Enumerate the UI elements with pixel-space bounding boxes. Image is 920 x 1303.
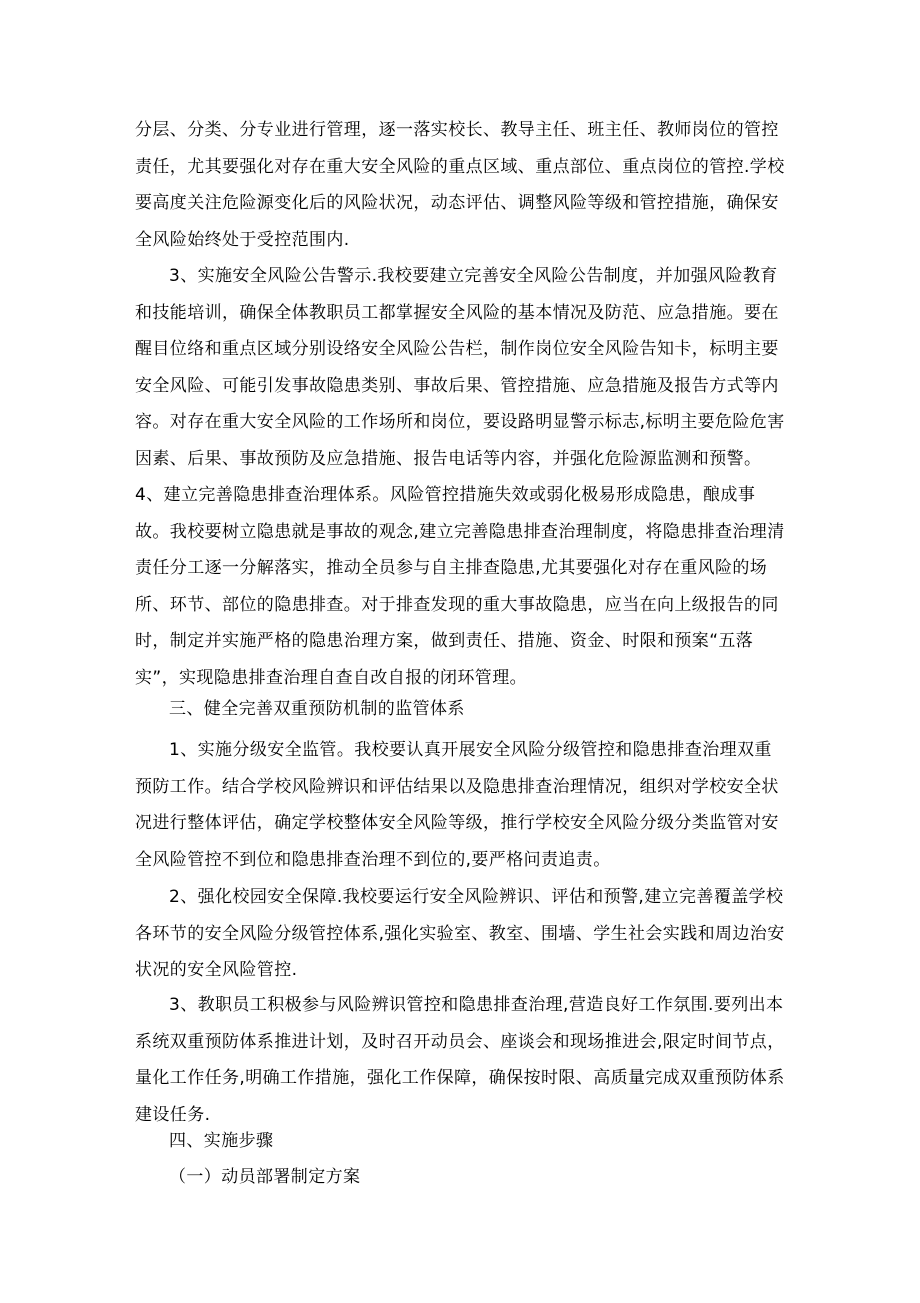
paragraph-risk-announcement: 3、实施安全风险公告警示.我校要建立完善安全风险公告制度，并加强风险教育和技能培训，确保全体教职员工都掌握安全风险的基本情况及防范、应急措施。要在醒目位络和重点区域分别设络安全风险公告栏，制作岗位安全风险告知卡，标明主要安全风险、可能引发事故隐患类别、事故后果、管控措施、应急措施及报告方式等内容。对存在重大安全风险的工作场所和岗位，要设路明显警示标志,标明主要危险危害因素、后果、事故预防及应急措施、报告电话等内容，并强化危险源监测和预警。 — [135, 266, 785, 469]
section-heading-3: 三、健全完善双重预防机制的监管体系 — [169, 699, 465, 719]
paragraph-hazard-system: 4、建立完善隐患排查治理体系。风险管控措施失效或弱化极易形成隐患，酿成事故。我校要树立隐患就是事故的观念,建立完善隐患排查治理制度，将隐患排查治理清责任分工逐一分解落实，推动全员参与自主排查隐患,尤其要强化对存在重风险的场所、环节、部位的隐患排查。对于排查发现的重大事故隐患，应当在向上级报告的同时，制定并实施严格的隐患治理方案，做到责任、措施、资金、时限和预案“五落实”，实现隐患排查治理自查自改自报的闭环管理。 — [135, 485, 785, 688]
subsection-heading-4-1: （一）动员部署制定方案 — [169, 1167, 361, 1187]
paragraph-campus-safety: 2、强化校园安全保障.我校要运行安全风险辨识、评估和预警,建立完善覆盖学校各环节的安全风险分级管控体系,强化实验室、教室、围墙、学生社会实践和周边治安状况的安全风险管控. — [135, 887, 785, 980]
paragraph-staff-participation: 3、教职员工积极参与风险辨识管控和隐患排查治理,营造良好工作氛围.要列出本系统双重预防体系推进计划，及时召开动员会、座谈会和现场推进会,限定时间节点，量化工作任务,明确工作措施，强化工作保障，确保按时限、高质量完成双重预防体系建设任务. — [135, 995, 785, 1125]
paragraph-risk-management: 分层、分类、分专业进行管理，逐一落实校长、教导主任、班主任、教师岗位的管控责任，尤其要强化对存在重大安全风险的重点区域、重点部位、重点岗位的管控.学校要高度关注危险源变化后的风险状况，动态评估、调整风险等级和管控措施，确保安全风险始终处于受控范围内. — [135, 120, 785, 250]
section-heading-4: 四、实施步骤 — [169, 1131, 274, 1151]
paragraph-graded-supervision: 1、实施分级安全监管。我校要认真开展安全风险分级管控和隐患排查治理双重预防工作。结合学校风险辨识和评估结果以及隐患排查治理情况，组织对学校安全状况进行整体评估，确定学校整体安全风险等级，推行学校安全风险分级分类监管对安全风险管控不到位和隐患排查治理不到位的,要严格问责追责。 — [135, 740, 779, 870]
